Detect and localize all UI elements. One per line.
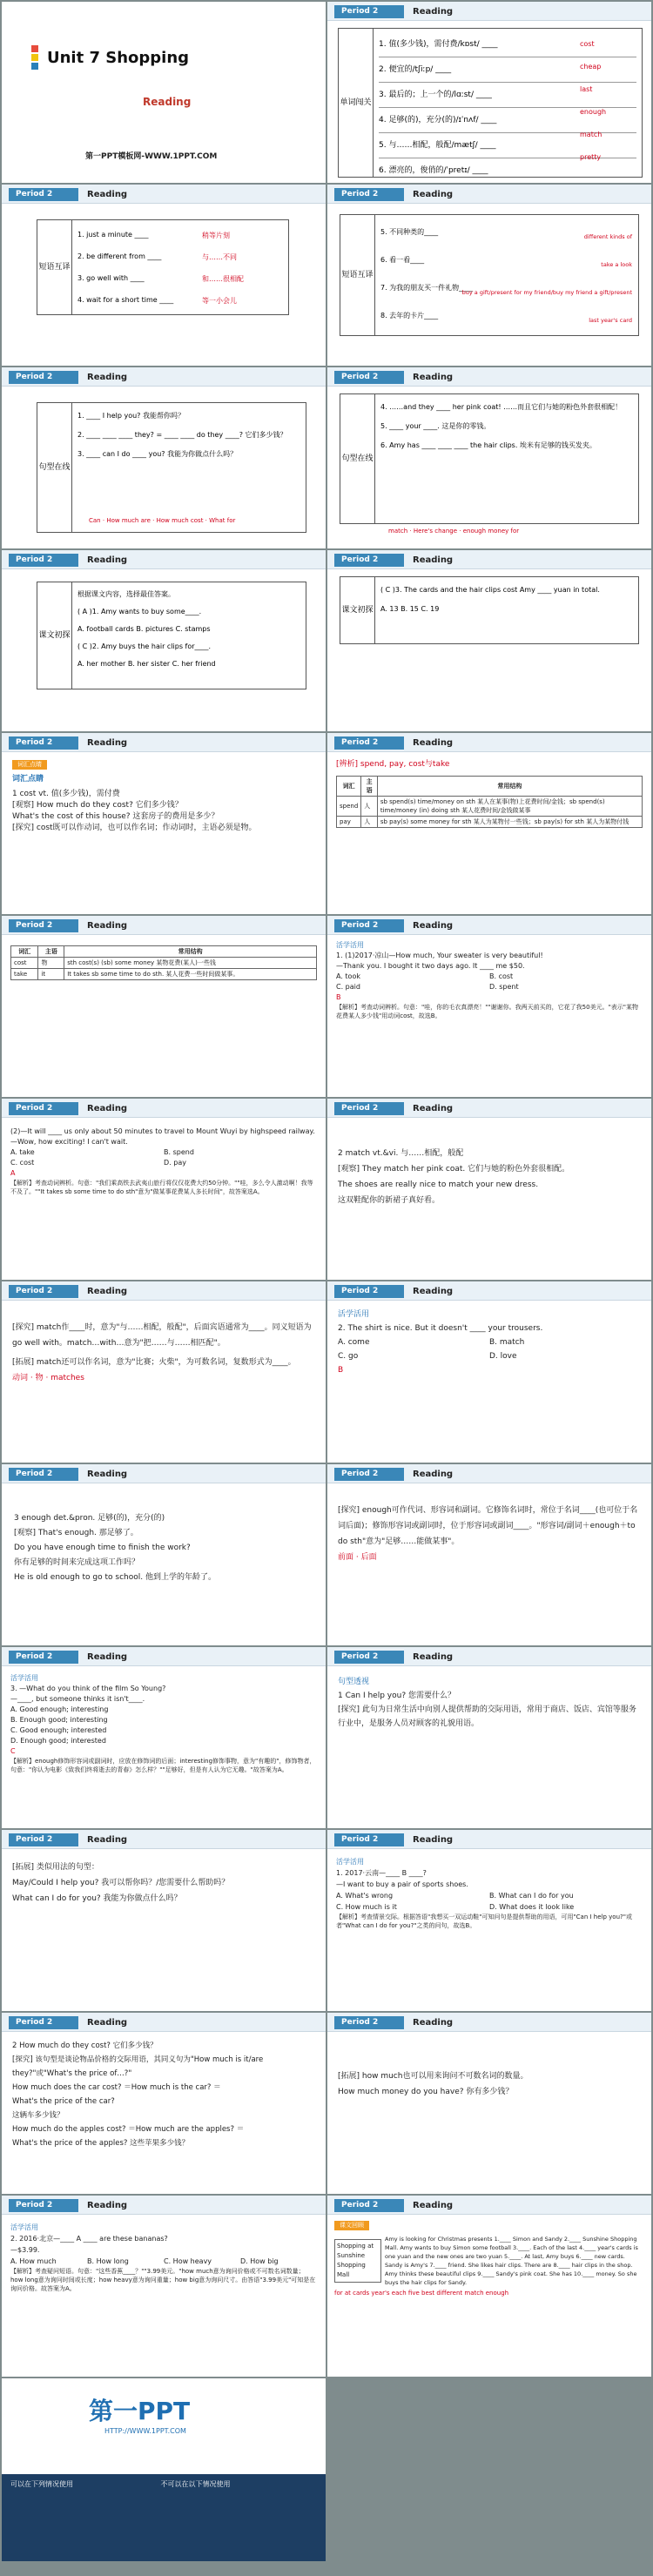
slide-header: Period 2 Reading — [2, 916, 326, 935]
footer-url[interactable]: HTTP://WWW.1PPT.COM — [104, 2427, 186, 2435]
phrase-label: 短语互译 — [37, 220, 72, 314]
slide-howmuch-2: Period 2 Reading [拓展] how much也可以用来询问不可数名词的数量。 How much money do you have? 你有多少钱？ — [327, 2013, 651, 2194]
slide-preview-2: Period 2 Reading 课文初探 ( C )3. The cards and the hair clips cost Amy ____ yuan in total. A. 13 B. 15 C. 19 — [327, 550, 651, 731]
slide-header: Period 2 Reading — [2, 1281, 326, 1301]
slide-ex1: Period 2 Reading 活学活用 1. (1)2017·凉山—How much, Your sweater is very beautiful! —Thank you. I bought it two days ago. It ____ me $50. A. took B. cost C. paid D. spent B 【解析】考查动词辨析。句意："哇，你的毛衣真漂亮！""谢谢你。我两天前买的，它花了我50美元。"表示"某物花费某人多少钱"用动词cost，故选B。 — [327, 916, 651, 1097]
slide-enough: Period 2 Reading 3 enough det.&pron. 足够(的)，充分(的) [观察] That's enough. 那足够了。 Do you have enough time to finish the work? 你有足够的时间来完成这项工作吗？ He is old enough to go to school. 他到上学的年龄了。 — [2, 1464, 326, 1645]
unit-subtitle: Reading — [143, 96, 192, 108]
logo-mark-icon-2 — [31, 54, 38, 61]
slide-recap: Period 2 Reading 课文回顾 Shopping at Sunshine Shopping Mall Amy is looking for Christmas presents 1.____ Simon and Sandy 2.____ Sunshine Shopping Mall. Amy wants to buy Simon some football 3.____. Each of the last 4.____ year's cards is one yuan and the new ones are two yuan 5.____. At last, Amy buys 6.____ new cards. Sandy is Amy's 7.____ friend. She likes hair clips. There are 8.____ hair clips in the shop. Amy thinks these beautiful clips 9.____ Sandy's pink coat. She has 10.____ money. So she buys the hair clips for Sandy. for at cards year's each five best different match enough — [327, 2196, 651, 2377]
slide-header: Period 2 Reading — [327, 2196, 651, 2215]
slide-sentb-2: Period 2 Reading [拓展] 类似用法的句型： May/Could I help you? 我可以帮你吗？/您需要什么帮助吗？ What can I do for you? 我能为你做点什么吗？ — [2, 1830, 326, 2011]
vocab-item: 5. 与……相配，般配/mætʃ/ ____ — [379, 133, 636, 158]
slide-match-2: Period 2 Reading [探究] match作____时，意为"与……相配，般配"，后面宾语通常为____。同义短语为go well with。match…with…意为"把……与……相匹配"。 [拓展] match还可以作名词，意为"比赛；火柴"，为可数名词，复数形式为____。 动词 · 物 · matches — [2, 1281, 326, 1463]
slide-header: Period 2 Reading — [327, 1830, 651, 1849]
footer-logo: 第一PPT — [89, 2397, 191, 2425]
footer-bar: 可以在下列情况使用 不可以在以下情况使用 — [2, 2474, 326, 2561]
phrase-table-2: 短语互译 5. 不同种类的____ 6. 看一看____ 7. 为我的朋友买一件礼物____ 8. 去年的卡片____ — [340, 214, 639, 336]
slide-ex6: Period 2 Reading 活学活用 2. 2016·北京—____ A ____ are these bananas? —$3.99. A. How much B. How long C. How heavy D. How big 【解析】考查疑问短语。句意："这些香蕉____？""3.99美元。"how much意为询问价格或不可数名词数量；how long意为询问时间或长度；how heavy意为询问重量；how big意为询问尺寸。由答语"3.99美元"可知是在询问价格。故答案为A。 — [2, 2196, 326, 2377]
slide-phrases-2 — [327, 185, 651, 366]
logo-mark-icon-3 — [31, 63, 38, 70]
slide-header: Period 2 Reading — [2, 185, 326, 204]
unit-title: Unit 7 Shopping — [47, 49, 190, 67]
vocab-item: 2. 便宜的/tʃiːp/ ____ — [379, 57, 636, 83]
site-label: 第一PPT模板网-WWW.1PPT.COM — [85, 152, 218, 161]
sentence-answers: Can · How much are · How much cost · What for — [89, 517, 236, 524]
slide-header: Period 2 Reading — [2, 2196, 326, 2215]
slide-header: Period 2 Reading — [2, 1647, 326, 1666]
slide-header: Period 2 Reading — [2, 733, 326, 752]
slide-compare-1: Period 2 Reading [辨析] spend, pay, cost与take 词汇 主语 常用结构 spend 人 sb spend(s) time/money on sth 某人在某事(物)上花费时间/金钱；sb spend(s) time/money (in) doing sth 某人花费时间/金钱做某事 pay 人 sb pay(s) some money for sth 某人为某物付一些钱；sb pay(s) for sth 某人为某物付钱 — [327, 733, 651, 914]
slide-header: Period 2 Reading — [327, 550, 651, 569]
slide-header: Period 2 Reading — [2, 2013, 326, 2032]
compare-table: 词汇 主语 常用结构 spend 人 sb spend(s) time/money on sth 某人在某事(物)上花费时间/金钱；sb spend(s) time/money (in) doing sth 某人花费时间/金钱做某事 pay 人 sb pay(s) some money for sth 某人为某物付一些钱；sb pay(s) for sth 某人为某物付钱 — [336, 776, 643, 828]
slide-match: Period 2 Reading 2 match vt.&vi. 与……相配，般配 [观察] They match her pink coat. 它们与她的粉色外套很相配。 The shoes are really nice to match your new dress. 这双鞋配你的新裙子真好看。 — [327, 1099, 651, 1280]
slide-ex5: Period 2 Reading 活学活用 1. 2017·云南—____ B ____? —I want to buy a pair of sports shoes. A. What's wrong B. What can I do for you C. How much is it D. What does it look like 【解析】考查情景交际。根据答语"我想买一双运动鞋"可知问句是提供帮助的用语，可用"Can I help you?"或者"What can I do for you?"之类的问句，故选B。 — [327, 1830, 651, 2011]
slide-header: Period 2 Reading — [327, 1647, 651, 1666]
sentence-answers-2: match · Here's change · enough money for — [388, 528, 520, 535]
slide-ex4: Period 2 Reading 活学活用 3. —What do you think of the film So Young? —____, but someone thinks it isn't____. A. Good enough; interesting B. Enough good; interesting C. Good enough; interested D. Enough good; interested C 【解析】enough修饰形容词或副词时，应放在修饰词的后面；interesting修饰事物，意为"有趣的"，修饰物者，句意："你认为电影《致我们终将逝去的青春》怎么样？""足够好，但是有人认为它无趣。"故答案为A。 — [2, 1647, 326, 1828]
phrase-table: 短语互译 1. just a minute ____ 2. be different from ____ 3. go well with ____ 4. wait for a short time ____ — [37, 219, 289, 315]
slide-header: Period 2 Reading — [2, 550, 326, 569]
vocab-answers: cost cheap last enough match pretty — [580, 40, 607, 161]
slide-header: Period 2 Reading — [2, 367, 326, 387]
slide-title — [2, 2, 326, 183]
slide-ex2: Period 2 Reading (2)—It will ____ us only about 50 minutes to travel to Mount Wuyi by highspeed railway. —Wow, how exciting! I can't wait. A. take B. spend C. cost D. pay A 【解析】考查动词辨析。句意："我们乘高铁去武夷山旅行将仅仅花费大约50分钟。""哇，多么令人激动啊！我等不及了。""It takes sb some time to do sth"意为"做某事花费某人多长时间"，故答案选A。 — [2, 1099, 326, 1280]
slide-header: Period 2 Reading — [2, 1830, 326, 1849]
slide-sentb: Period 2 Reading 句型透视 1 Can I help you? 您需要什么？ [探究] 此句为日常生活中向别人提供帮助的交际用语，常用于商店、饭店、宾馆等服务行业中，是服务人员对顾客的礼貌用语。 — [327, 1647, 651, 1828]
slide-preview-1: Period 2 Reading 课文初探 根据课文内容，选择最佳答案。 ( A )1. Amy wants to buy some____. A. football cards B. pictures C. stamps ( C )2. Amy buys the hair clips for____. A. her mother B. her sister C. her friend — [2, 550, 326, 731]
slide-ex3: Period 2 Reading 活学活用 2. The shirt is nice. But it doesn't ____ your trousers. A. come B. match C. go D. love B — [327, 1281, 651, 1463]
vocab-item: 6. 漂亮的，俊俏的/ˈpretɪ/ ____ — [379, 158, 636, 183]
slide-footer — [2, 2378, 326, 2561]
section-tag: 词汇点睛 — [12, 760, 47, 770]
slide-header: Period 2 Reading — [327, 2013, 651, 2032]
vocab-item: 4. 足够(的)，充分(的)/ɪˈnʌf/ ____ — [379, 108, 636, 133]
vocab-label: 单词闯关 — [339, 29, 374, 177]
slide-header: Period 2 Reading — [327, 1464, 651, 1483]
slide-enough-2: Period 2 Reading [探究] enough可作代词、形容词和副词。它修饰名词时，常位于名词____(也可位于名词后面)；修饰形容词或副词时，位于形容词或副词____。"形容词/副词＋enough＋to do sth"意为"足够……能做某事"。 前面 · 后面 — [327, 1464, 651, 1645]
slide-phrases-1 — [2, 185, 326, 366]
slide-header: Period 2 Reading — [2, 1464, 326, 1483]
vocab-item: 1. 值(多少钱)，需付费/kɒst/ ____ — [379, 32, 636, 57]
slide-header: Period 2 Reading — [327, 1281, 651, 1301]
slide-header: Period 2 Reading — [327, 1099, 651, 1118]
slide-header: Period 2 Reading — [327, 2, 651, 21]
slide-cost: Period 2 Reading 词汇点睛 词汇点睛 1 cost vt. 值(多少钱)，需付费 [观察] How much do they cost? 它们多少钱？ What's the cost of this house? 这套房子的费用是多少？ [探究] cost既可以作动词，也可以作名词；作动词时，主语必须是物。 — [2, 733, 326, 914]
slide-vocab — [327, 2, 651, 183]
slide-compare-2: Period 2 Reading 词汇 主语 常用结构 cost 物 sth cost(s) (sb) some money 某物花费(某人)一些钱 take it It takes sb some time to do sth. 某人花费一些时间做某事。 — [2, 916, 326, 1097]
slide-header: Period 2 Reading — [327, 185, 651, 204]
slide-sentences-1: Period 2 Reading 句型在线 1. ____ I help you? 我能帮你吗？ 2. ____ ____ ____ they? = ____ ____ do they ____? 它们多少钱？ 3. ____ can I do ____ you? 我能为你做点什么吗？ Can · How much are · How much cost · What for — [2, 367, 326, 548]
slide-header: Period 2 Reading — [2, 1099, 326, 1118]
phrase-answers: 稍等片刻 与……不同 和……很相配 等一小会儿 — [202, 232, 244, 305]
slide-header: Period 2 Reading — [327, 916, 651, 935]
slide-header: Period 2 Reading — [327, 367, 651, 387]
slide-header: Period 2 Reading — [327, 733, 651, 752]
slide-sentences-2: Period 2 Reading 句型在线 4. ……and they ____ her pink coat! ……而且它们与她的粉色外套很相配！ 5. ____ your ____. 这是你的零钱。 6. Amy has ____ ____ ____ the hair clips. 埃米有足够的钱买发夹。 match · Here's change · enough money for — [327, 367, 651, 548]
phrase-answers-2: different kinds of take a look buy a gift/present for my friend/buy my friend a gift/present last year's card — [461, 233, 632, 324]
slide-howmuch: Period 2 Reading 2 How much do they cost? 它们多少钱？ [探究] 该句型是谈论物品价格的交际用语，其同义句为"How much is it/are they?"或"What's the price of…?" How much does the car cost? ＝How much is the car? ＝ What's the price of the car? 这辆车多少钱？ How much do the apples cost? ＝How much are the apples? ＝ What's the price of the apples? 这些苹果多少钱？ — [2, 2013, 326, 2194]
logo-mark-icon — [31, 45, 38, 52]
vocab-item: 3. 最后的；上一个的/lɑːst/ ____ — [379, 83, 636, 108]
